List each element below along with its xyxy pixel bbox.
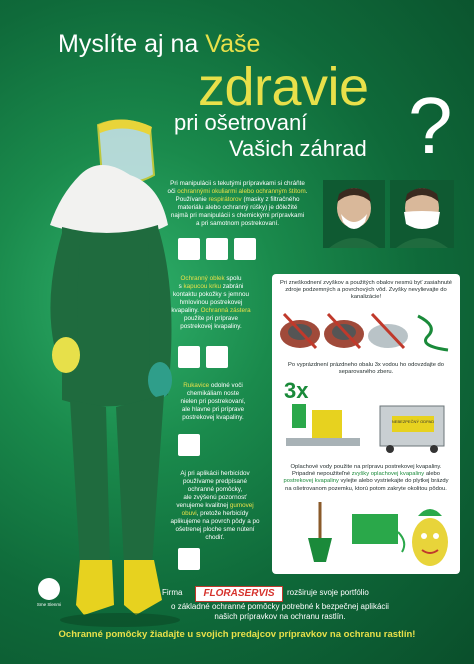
boots-text: Aj pri aplikácii herbicídov používame predpísané ochranné pomôcky, ale zvýšenú pozornosť venujeme kvalitnej gumovej obuvi, pretože herbicídy aplikujeme na povrch pôdy a po ošetrenej ploche sme nútení chodiť.	[170, 470, 260, 542]
footer-line-3: našich prípravkov na ochranu rastlín.	[214, 612, 346, 622]
rinse-and-bin-illustration	[282, 394, 452, 454]
question-mark: ?	[408, 81, 453, 170]
shovel-and-mascot-illustration	[292, 502, 452, 570]
floraservis-brand: FLORASERVIS	[195, 586, 283, 602]
footer-line-2: o základné ochranné pomôcky potrebné k bezpečnej aplikácii	[171, 602, 389, 611]
gloves-text: Rukavice odolné voči chemikáliam noste nielen pri postrekovaní, ale hlavne pri príprave postrekovej kvapaliny.	[180, 382, 246, 422]
disposal-text-2: Po vyprázdnení prázdneho obalu 3x vodou ho odovzdajte do separovaného zberu.	[288, 362, 444, 376]
protective-suit-icon	[178, 346, 200, 368]
face-shield-icon	[178, 238, 200, 260]
footer-firma: Firma	[162, 588, 183, 597]
disposal-text-1: Pri zneškodnení zvyškov a použitých obalov nesmú byť zasiahnuté zdroje podzemných a povrchových vôd. Zvyšky nevylievajte do kanalizácie!	[280, 280, 452, 301]
title-line-3: pri ošetrovaní	[174, 110, 308, 135]
goggles-icon	[206, 238, 228, 260]
certification-logo	[38, 578, 60, 600]
disposal-pictograms	[278, 306, 454, 356]
gloves-icon	[178, 434, 200, 456]
respirator-head-photo-1	[323, 180, 385, 248]
protective-suit-figure	[40, 115, 183, 630]
respirator-head-photo-2	[390, 180, 454, 248]
title-line-4: Vašich záhrad	[229, 136, 367, 161]
title-line-1: Myslíte aj na Vaše	[58, 30, 261, 58]
respirator-icon	[234, 238, 256, 260]
title-line-2: zdravie	[198, 57, 369, 117]
suit-text: Ochranný oblek spolu s kapucou krku zabráni kontaktu pokožky s jemnou hmlovinou postrekovej kvapaliny. Ochranná zástera použite pri príprave postrekovej kvapaliny.	[171, 275, 251, 331]
respirator-text: Pri manipulácii s tekutými prípravkami si chráňte oči ochrannými okuliarmi alebo ochranným štítom. Používanie respirátorov (masky z filtračného materiálu alebo ochranný rúšky) je dôležité najmä pri manipulácii s chemickými prípravkami a pri samotnom postrekovaní.	[167, 180, 308, 228]
bin-label: NEBEZPEČNÝ ODPAD	[391, 419, 435, 424]
disposal-panel	[272, 274, 460, 574]
bottom-slogan: Ochranné pomôcky žiadajte u svojich predajcov prípravkov na ochranu rastlín!	[58, 629, 416, 640]
footer-line-1-rest: rozširuje svoje portfólio	[287, 588, 369, 597]
boots-icon	[178, 548, 200, 570]
apron-icon	[206, 346, 228, 368]
three-times-label: 3x	[284, 378, 309, 403]
logo-caption: Sme Slenmi	[36, 602, 62, 607]
disposal-text-3: Oplachové vody použite na prípravu postrekovej kvapaliny. Pripadné nepoužiteľné zvyšky oplachovej kvapaliny alebo postrekovej kvapaliny vylejte alebo vystriekajte do plytkej brázdy na ošetrovanom pozemku, ktorú potom zakryte okolitou pôdou.	[283, 464, 449, 492]
footer-description	[120, 602, 440, 623]
